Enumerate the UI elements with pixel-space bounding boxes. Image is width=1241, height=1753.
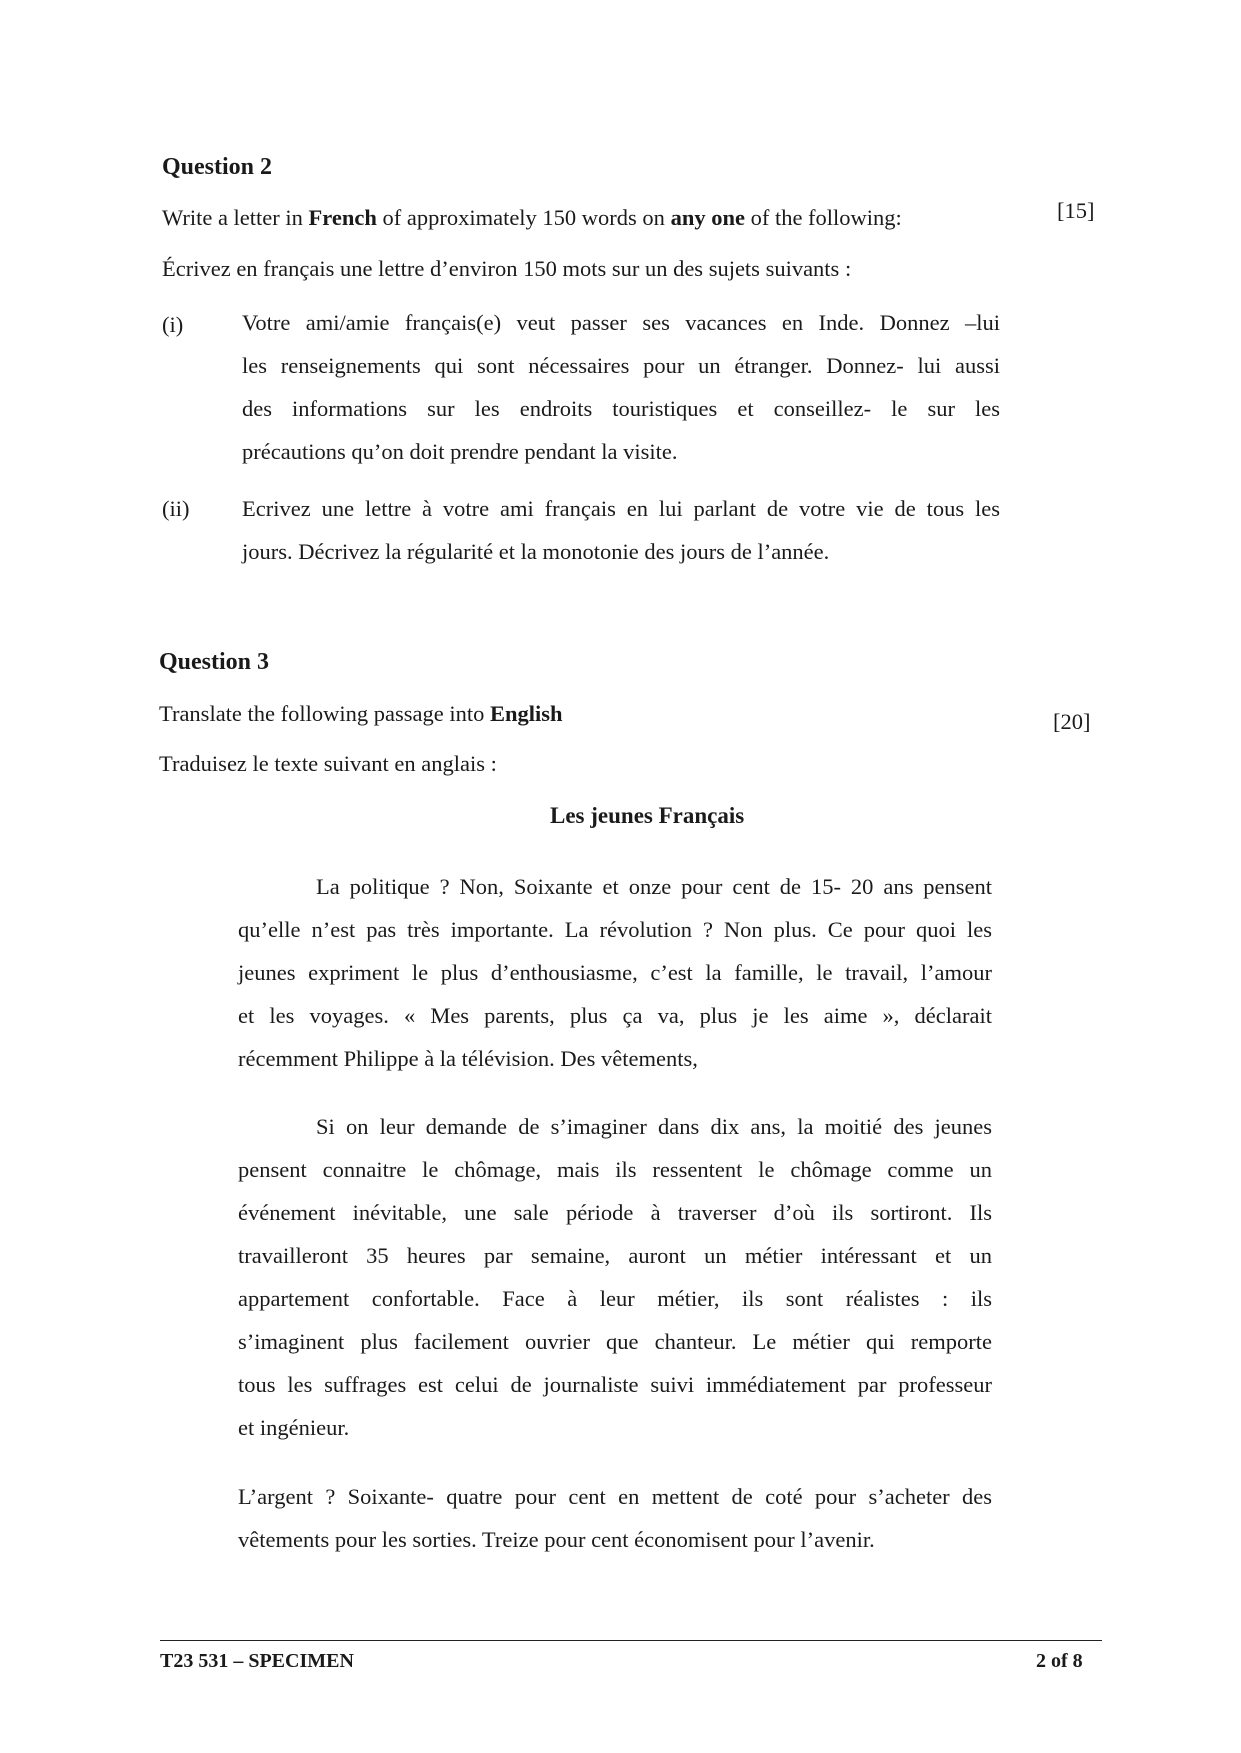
instruction-text: of the following: bbox=[744, 205, 902, 230]
instruction-text: Translate the following passage into bbox=[159, 701, 490, 726]
option-i-line-3: des informations sur les endroits touristiques et conseillez- le sur les bbox=[242, 396, 1000, 421]
option-i-line-1: Votre ami/amie français(e) veut passer ses vacances en Inde. Donnez –lui bbox=[242, 310, 1000, 335]
option-ii-line-1: Ecrivez une lettre à votre ami français en lui parlant de votre vie de tous les bbox=[242, 496, 1000, 521]
passage-p3-line-1: L’argent ? Soixante- quatre pour cent en mettent de coté pour s’acheter des bbox=[238, 1484, 992, 1509]
instruction-bold-language: English bbox=[490, 701, 563, 726]
passage-p1-line-3: jeunes expriment le plus d’enthousiasme, c’est la famille, le travail, l’amour bbox=[238, 960, 992, 985]
option-i-line-4: précautions qu’on doit prendre pendant la visite. bbox=[242, 439, 678, 464]
question-3-instruction-fr: Traduisez le texte suivant en anglais : bbox=[159, 751, 497, 776]
question-3-heading: Question 3 bbox=[159, 649, 270, 675]
option-ii-label: (ii) bbox=[162, 496, 190, 521]
question-2-instruction-en bbox=[162, 203, 902, 233]
passage-p1-line-4: et les voyages. « Mes parents, plus ça va, plus je les aime », déclarait bbox=[238, 1003, 992, 1028]
instruction-bold-language: French bbox=[308, 205, 377, 230]
instruction-text: of approximately 150 words on bbox=[376, 205, 671, 230]
passage-p2-line-7: tous les suffrages est celui de journaliste suivi immédiatement par professeur bbox=[238, 1372, 992, 1397]
passage-p2-line-4: travailleront 35 heures par semaine, auront un métier intéressant et un bbox=[238, 1243, 992, 1268]
question-3-instruction-en bbox=[159, 699, 563, 729]
passage-p2-line-6: s’imaginent plus facilement ouvrier que chanteur. Le métier qui remporte bbox=[238, 1329, 992, 1354]
instruction-bold-choice: any one bbox=[670, 205, 745, 230]
footer-exam-code: T23 531 – SPECIMEN bbox=[160, 1650, 354, 1672]
passage-p1-line-2: qu’elle n’est pas très importante. La révolution ? Non plus. Ce pour quoi les bbox=[238, 917, 992, 942]
question-3-marks: [20] bbox=[1053, 709, 1091, 734]
question-2-marks: [15] bbox=[1057, 198, 1095, 223]
passage-p2-line-5: appartement confortable. Face à leur métier, ils sont réalistes : ils bbox=[238, 1286, 992, 1311]
question-2-heading: Question 2 bbox=[162, 154, 273, 180]
option-i-label: (i) bbox=[162, 312, 184, 337]
passage-p2-line-3: événement inévitable, une sale période à traverser d’où ils sortiront. Ils bbox=[238, 1200, 992, 1225]
passage-p2-line-8: et ingénieur. bbox=[238, 1415, 350, 1440]
passage-p2-line-1: Si on leur demande de s’imaginer dans dix ans, la moitié des jeunes bbox=[316, 1114, 992, 1139]
passage-title: Les jeunes Français bbox=[550, 803, 745, 828]
instruction-text: Write a letter in bbox=[162, 205, 309, 230]
passage-p2-line-2: pensent connaitre le chômage, mais ils ressentent le chômage comme un bbox=[238, 1157, 992, 1182]
footer-page-number: 2 of 8 bbox=[1036, 1650, 1083, 1672]
passage-p3-line-2: vêtements pour les sorties. Treize pour cent économisent pour l’avenir. bbox=[238, 1527, 875, 1552]
option-i-line-2: les renseignements qui sont nécessaires pour un étranger. Donnez- lui aussi bbox=[242, 353, 1000, 378]
passage-p1-line-1: La politique ? Non, Soixante et onze pour cent de 15- 20 ans pensent bbox=[316, 874, 992, 899]
passage-p1-line-5: récemment Philippe à la télévision. Des vêtements, bbox=[238, 1046, 698, 1071]
question-2-instruction-fr: Écrivez en français une lettre d’environ 150 mots sur un des sujets suivants : bbox=[162, 256, 852, 281]
option-ii-line-2: jours. Décrivez la régularité et la monotonie des jours de l’année. bbox=[242, 539, 830, 564]
footer-divider bbox=[160, 1640, 1102, 1641]
